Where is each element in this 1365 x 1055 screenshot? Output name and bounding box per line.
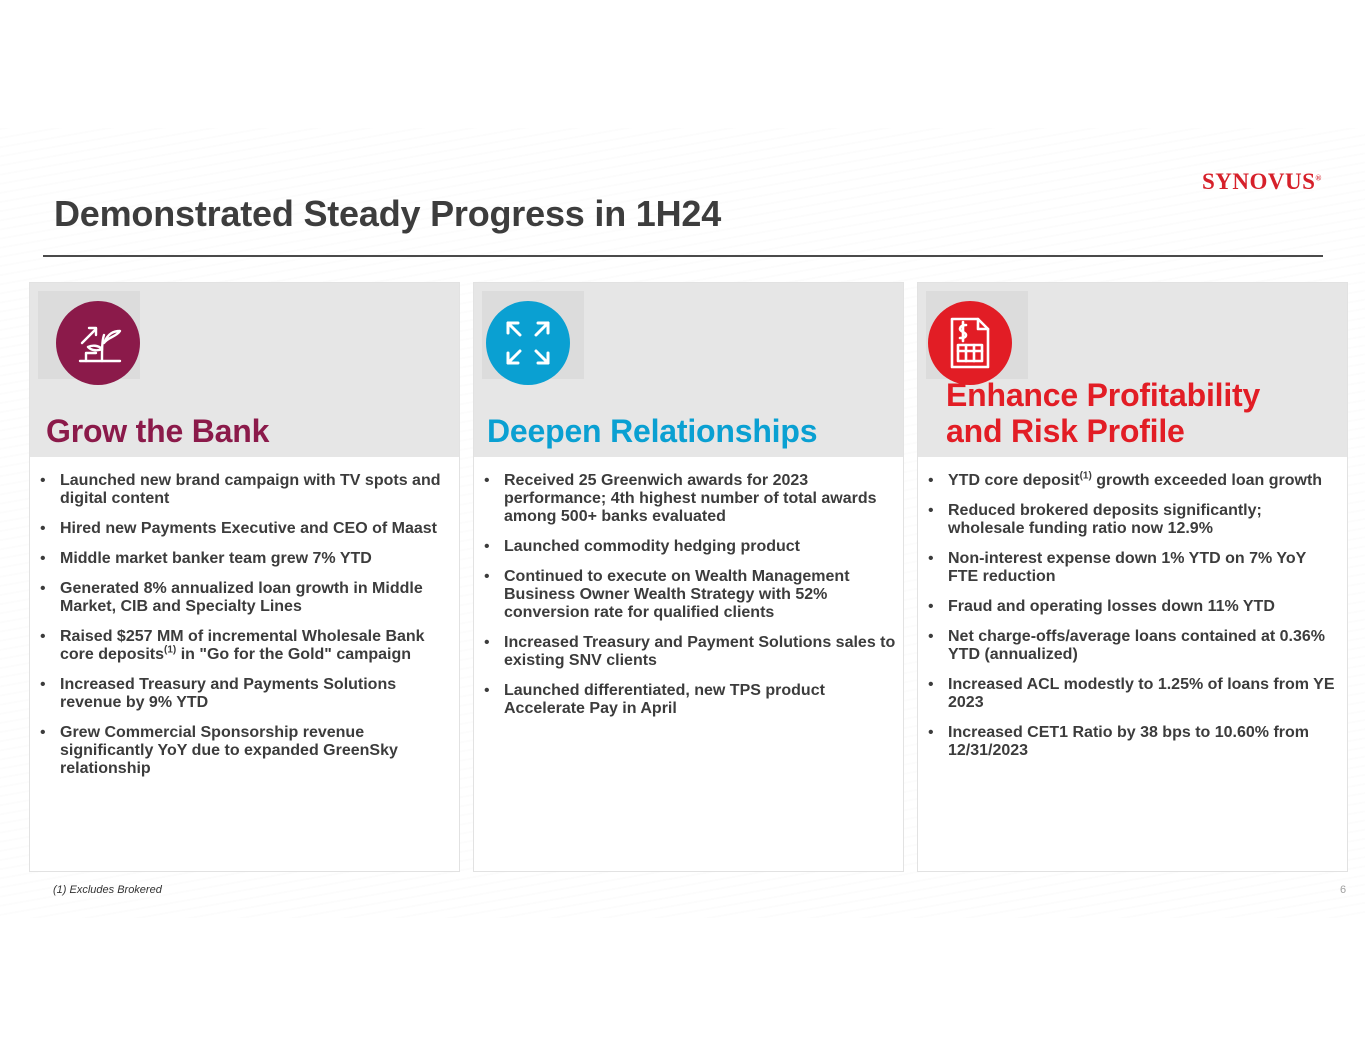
list-item: • Hired new Payments Executive and CEO of Maast <box>40 520 452 538</box>
column-header <box>30 283 459 457</box>
list-item: • Net charge-offs/average loans contained at 0.36% YTD (annualized) <box>928 628 1340 664</box>
title-divider <box>43 255 1323 257</box>
list-item: • YTD core deposit$^{(1)}$ growth exceeded loan growth <box>928 472 1340 490</box>
column-enhance-profitability <box>917 282 1348 872</box>
list-item: • Reduced brokered deposits significantly; wholesale funding ratio now 12.9% <box>928 502 1340 538</box>
expand-arrows-icon <box>486 301 570 385</box>
dollar-document-icon <box>928 301 1012 385</box>
list-item: • Continued to execute on Wealth Management Business Owner Wealth Strategy with 52% conversion rate for qualified clients <box>484 568 896 622</box>
footnote: (1) Excludes Brokered <box>53 884 162 896</box>
list-item: • Increased Treasury and Payment Solutions sales to existing SNV clients <box>484 634 896 670</box>
column-title: Enhance Profitability and Risk Profile <box>946 377 1261 449</box>
bullet-list <box>484 472 896 730</box>
list-item: • Launched new brand campaign with TV spots and digital content <box>40 472 452 508</box>
bullet-list <box>928 472 1340 772</box>
list-item: • Launched differentiated, new TPS product Accelerate Pay in April <box>484 682 896 718</box>
list-item: • Launched commodity hedging product <box>484 538 896 556</box>
synovus-logo: SYNOVUS® <box>1202 169 1322 194</box>
list-item: • Increased ACL modestly to 1.25% of loans from YE 2023 <box>928 676 1340 712</box>
list-item: • Generated 8% annualized loan growth in Middle Market, CIB and Specialty Lines <box>40 580 452 616</box>
list-item: • Non-interest expense down 1% YTD on 7% YoY FTE reduction <box>928 550 1340 586</box>
list-item: • Middle market banker team grew 7% YTD <box>40 550 452 568</box>
plant-growth-icon <box>56 301 140 385</box>
column-deepen-relationships <box>473 282 904 872</box>
list-item: • Fraud and operating losses down 11% YTD <box>928 598 1340 616</box>
bullet-list <box>40 472 452 790</box>
column-title: Grow the Bank <box>46 413 270 449</box>
page-title: Demonstrated Steady Progress in 1H24 <box>54 193 722 234</box>
column-header <box>918 283 1347 457</box>
column-header <box>474 283 903 457</box>
list-item: • Raised $257 MM of incremental Wholesale Bank core deposits$^{(1)}$ in "Go for the Gold" campaign <box>40 628 452 664</box>
page-number: 6 <box>1340 884 1347 896</box>
list-item: • Increased Treasury and Payments Solutions revenue by 9% YTD <box>40 676 452 712</box>
list-item: • Grew Commercial Sponsorship revenue significantly YoY due to expanded GreenSky relationship <box>40 724 452 778</box>
list-item: • Received 25 Greenwich awards for 2023 performance; 4th highest number of total awards among 500+ banks evaluated <box>484 472 896 526</box>
column-grow-the-bank <box>29 282 460 872</box>
list-item: • Increased CET1 Ratio by 38 bps to 10.60% from 12/31/2023 <box>928 724 1340 760</box>
column-title: Deepen Relationships <box>487 413 818 449</box>
